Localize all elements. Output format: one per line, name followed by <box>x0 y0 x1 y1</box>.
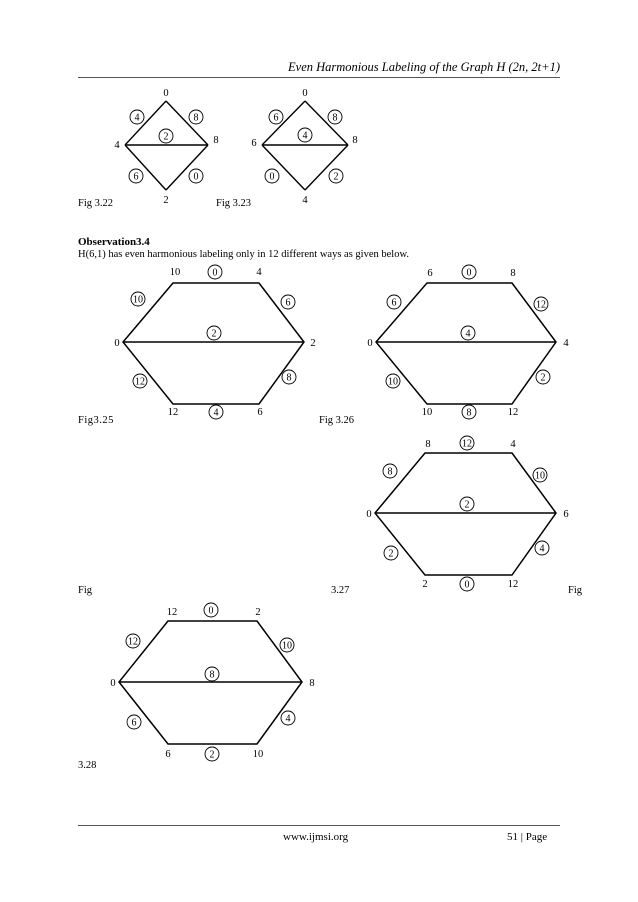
edge-label-mid: 4 <box>302 130 308 142</box>
edge-label-top: 12 <box>462 438 472 450</box>
edge-label-ur: 8 <box>193 112 199 124</box>
vertex-label-top-right: 4 <box>510 439 516 450</box>
edge-label-lower-left: 2 <box>388 548 394 560</box>
vertex-label-bottom-right: 10 <box>252 749 264 760</box>
edge-label-middle: 4 <box>465 328 471 340</box>
vertex-label-right: 2 <box>310 338 316 349</box>
edge-label-upper-left: 8 <box>387 466 393 478</box>
edge-label-upper-right: 10 <box>282 640 292 652</box>
vertex-label-top: 0 <box>302 88 308 99</box>
edge-label-top: 0 <box>212 267 218 279</box>
vertex-label-left: 6 <box>251 138 257 149</box>
vertex-label-bottom-left: 2 <box>422 579 428 590</box>
edge-label-bottom: 0 <box>464 579 470 591</box>
edge-label-middle: 8 <box>209 669 215 681</box>
graph-fig-3-22 <box>114 88 218 206</box>
vertex-label-bottom-right: 6 <box>257 407 263 418</box>
edge <box>262 145 305 190</box>
edge-label-bottom: 4 <box>213 407 219 419</box>
graph-fig-3-26 <box>367 265 569 419</box>
vertex-label-bottom-right: 12 <box>507 407 519 418</box>
vertex-label-left: 4 <box>114 140 120 151</box>
hexagon-outline <box>375 453 556 575</box>
graph-fig-3-25 <box>114 265 315 419</box>
vertex-label-top-right: 8 <box>510 268 516 279</box>
vertex-label-top-left: 10 <box>169 267 181 278</box>
edge-label-top: 0 <box>466 267 472 279</box>
running-header: Even Harmonious Labeling of the Graph H (2n, 2t+1) <box>288 60 560 74</box>
edge-label-lr: 0 <box>193 171 199 183</box>
graph-fig-3-27 <box>366 436 568 591</box>
vertex-label-right: 8 <box>309 678 315 689</box>
edge-label-upper-right: 12 <box>536 299 546 311</box>
edge-label-upper-right: 6 <box>285 297 291 309</box>
edge <box>305 145 348 190</box>
edge-label-lr: 2 <box>333 171 339 183</box>
vertex-label-top-left: 12 <box>166 607 178 618</box>
edge-label-top: 0 <box>208 605 214 617</box>
edge <box>166 145 208 190</box>
edge-label-ll: 6 <box>133 171 139 183</box>
vertex-label-right: 4 <box>563 338 569 349</box>
vertex-label-bottom-left: 12 <box>167 407 179 418</box>
caption-fig-3-22: Fig 3.22 <box>78 198 114 209</box>
edge <box>125 145 166 190</box>
edge-label-lower-left: 10 <box>388 376 398 388</box>
footer-page-number: 51 | Page <box>507 831 548 843</box>
vertex-label-top-left: 6 <box>427 268 433 279</box>
caption-fig-3-28-number: 3.28 <box>78 760 97 771</box>
hexagon-outline <box>123 283 304 404</box>
edge-label-upper-right: 10 <box>535 470 545 482</box>
vertex-label-right: 8 <box>352 135 358 146</box>
vertex-label-left: 0 <box>114 338 120 349</box>
footer-rule <box>78 825 560 826</box>
edge-label-ll: 0 <box>269 171 275 183</box>
observation-title: Observation3.4 <box>78 236 150 248</box>
edge-label-ur: 8 <box>332 112 338 124</box>
graph-fig-3-23 <box>251 88 357 206</box>
vertex-label-top: 0 <box>163 88 169 99</box>
caption-fig-3-25: Fig3.25 <box>78 415 114 426</box>
caption-fig-3-27-number: 3.27 <box>331 585 350 596</box>
caption-fig-3-23: Fig 3.23 <box>216 198 252 209</box>
edge-label-bottom: 2 <box>209 749 215 761</box>
vertex-label-bottom-left: 6 <box>165 749 171 760</box>
vertex-label-top-left: 8 <box>425 439 431 450</box>
vertex-label-bottom: 2 <box>163 195 169 206</box>
edge-label-lower-left: 12 <box>135 376 145 388</box>
edge-label-lower-right: 4 <box>539 543 545 555</box>
caption-fig-3-28-prefix: Fig <box>568 585 583 596</box>
edge-label-bottom: 8 <box>466 407 472 419</box>
vertex-label-bottom-right: 12 <box>507 579 519 590</box>
caption-fig-3-27-prefix: Fig <box>78 585 93 596</box>
edge-label-upper-left: 10 <box>133 294 143 306</box>
edge-label-middle: 2 <box>464 499 470 511</box>
edge-label-lower-right: 2 <box>540 372 546 384</box>
vertex-label-bottom: 4 <box>302 195 308 206</box>
vertex-label-left: 0 <box>367 338 373 349</box>
vertex-label-top-right: 4 <box>256 267 262 278</box>
vertex-label-bottom-left: 10 <box>421 407 433 418</box>
vertex-label-top-right: 2 <box>255 607 261 618</box>
edge-label-lower-left: 6 <box>131 717 137 729</box>
edge-label-mid: 2 <box>163 131 169 143</box>
edge-label-lower-right: 8 <box>286 372 292 384</box>
edge-label-upper-left: 6 <box>391 297 397 309</box>
edge-label-lower-right: 4 <box>285 713 291 725</box>
edge-label-ul: 4 <box>134 112 140 124</box>
hexagon-outline <box>376 283 556 404</box>
edge-label-upper-left: 12 <box>128 636 138 648</box>
observation-text: H(6,1) has even harmonious labeling only in 12 different ways as given below. <box>78 249 409 260</box>
footer-url: www.ijmsi.org <box>283 831 349 843</box>
vertex-label-left: 0 <box>366 509 372 520</box>
vertex-label-right: 6 <box>563 509 569 520</box>
graph-fig-3-28 <box>110 603 314 761</box>
edge-label-ul: 6 <box>273 112 279 124</box>
vertex-label-left: 0 <box>110 678 116 689</box>
edge-label-middle: 2 <box>211 328 217 340</box>
vertex-label-right: 8 <box>213 135 219 146</box>
caption-fig-3-26: Fig 3.26 <box>319 415 355 426</box>
